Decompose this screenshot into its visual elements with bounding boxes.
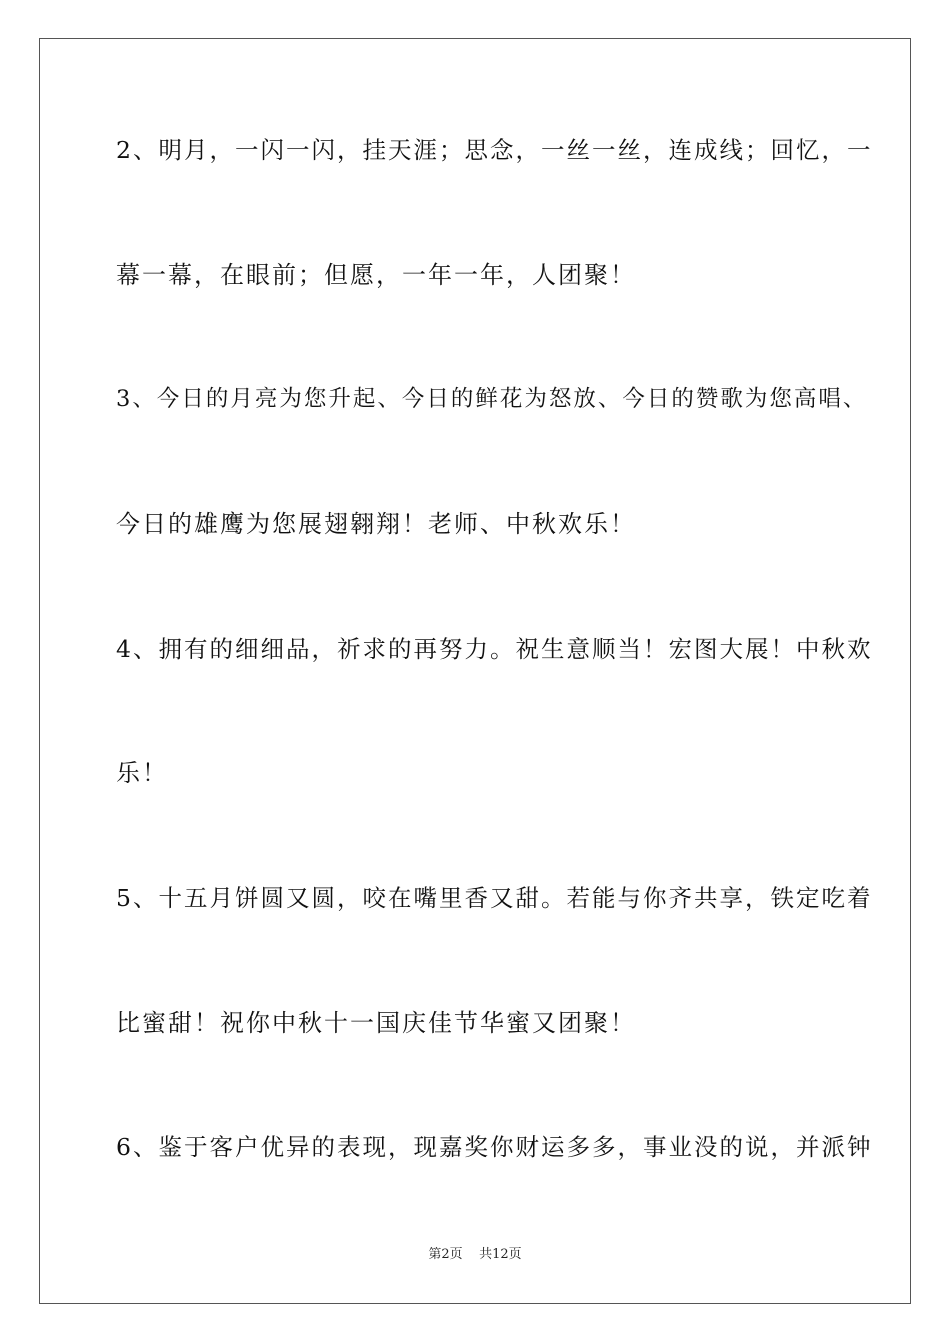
text-line-9: 6、鉴于客户优异的表现，现嘉奖你财运多多，事业没的说，并派钟 xyxy=(116,1133,873,1161)
text-line-7: 5、十五月饼圆又圆，咬在嘴里香又甜。若能与你齐共享，铁定吃着 xyxy=(116,884,873,912)
text-line-8: 比蜜甜！祝你中秋十一国庆佳节华蜜又团聚！ xyxy=(116,1009,636,1037)
text-line-2: 幕一幕，在眼前；但愿，一年一年，人团聚！ xyxy=(116,261,636,289)
page-number: 第2页 xyxy=(428,1247,463,1262)
text-line-5: 4、拥有的细细品，祈求的再努力。祝生意顺当！宏图大展！中秋欢 xyxy=(116,635,873,663)
page-frame xyxy=(39,38,911,1304)
text-line-4: 今日的雄鹰为您展翅翱翔！老师、中秋欢乐！ xyxy=(116,510,636,538)
page-footer xyxy=(0,1246,950,1264)
text-line-1: 2、明月，一闪一闪，挂天涯；思念，一丝一丝，连成线；回忆，一 xyxy=(116,136,873,164)
text-line-3: 3、今日的月亮为您升起、今日的鲜花为怒放、今日的赞歌为您高唱、 xyxy=(116,386,868,412)
page-total: 共12页 xyxy=(479,1247,522,1262)
text-line-6: 乐！ xyxy=(116,759,168,787)
